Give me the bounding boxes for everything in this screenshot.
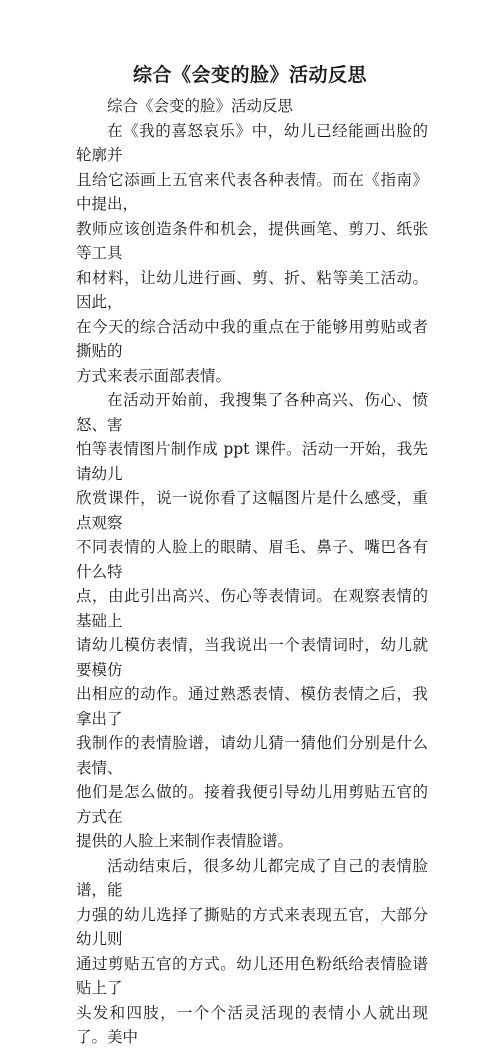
paragraph-1-line: 在《我的喜怒哀乐》中，幼儿已经能画出脸的轮廓并 — [76, 121, 428, 164]
paragraph-2-line: 不同表情的人脸上的眼睛、眉毛、鼻子、嘴巴各有什么特 — [76, 538, 428, 581]
document-title: 综合《会变的脸》活动反思 — [132, 64, 367, 86]
paragraph-3-line: 头发和四肢，一个个活灵活现的表情小人就出现了。美中 — [76, 1003, 428, 1046]
paragraph-2-line: 我制作的表情脸谱，请幼儿猜一猜他们分别是什么表情、 — [76, 734, 428, 777]
paragraph-3 — [76, 854, 428, 1050]
paragraph-3-line: 活动结束后，很多幼儿都完成了自己的表情脸谱，能 — [76, 856, 428, 899]
paragraph-1-line: 在今天的综合活动中我的重点在于能够用剪贴或者撕贴的 — [76, 317, 428, 360]
subtitle-line — [76, 94, 428, 119]
paragraph-1 — [76, 119, 428, 389]
paragraph-3-line: 力强的幼儿选择了撕贴的方式来表现五官，大部分幼儿则 — [76, 905, 428, 948]
paragraph-2-line: 他们是怎么做的。接着我便引导幼儿用剪贴五官的方式在 — [76, 783, 428, 826]
paragraph-2-line: 在活动开始前，我搜集了各种高兴、伤心、愤怒、害 — [76, 391, 428, 434]
paragraph-2 — [76, 388, 428, 854]
paragraph-1-line: 教师应该创造条件和机会，提供画笔、剪刀、纸张等工具 — [76, 219, 428, 262]
paragraph-2-line: 点，由此引出高兴、伤心等表情词。在观察表情的基础上 — [76, 587, 428, 630]
document-body — [76, 94, 428, 1050]
paragraph-1-line: 方式来表示面部表情。 — [76, 366, 232, 385]
paragraph-2-line: 出相应的动作。通过熟悉表情、模仿表情之后，我拿出了 — [76, 685, 428, 728]
paragraph-1-line: 且给它添画上五官来代表各种表情。而在《指南》中提出， — [76, 170, 428, 213]
paragraph-2-line: 请幼儿模仿表情，当我说出一个表情词时，幼儿就要模仿 — [76, 636, 428, 679]
paragraph-3-line: 通过剪贴五官的方式。幼儿还用色粉纸给表情脸谱贴上了 — [76, 954, 428, 997]
paragraph-2-line: 欣赏课件，说一说你看了这幅图片是什么感受，重点观察 — [76, 489, 428, 532]
paragraph-1-line: 和材料，让幼儿进行画、剪、折、粘等美工活动。因此， — [76, 268, 428, 311]
paragraph-2-line: 怕等表情图片制作成 ppt 课件。活动一开始，我先请幼儿 — [76, 440, 428, 483]
subtitle-text: 综合《会变的脸》活动反思 — [107, 97, 294, 115]
paragraph-2-line: 提供的人脸上来制作表情脸谱。 — [76, 832, 294, 850]
